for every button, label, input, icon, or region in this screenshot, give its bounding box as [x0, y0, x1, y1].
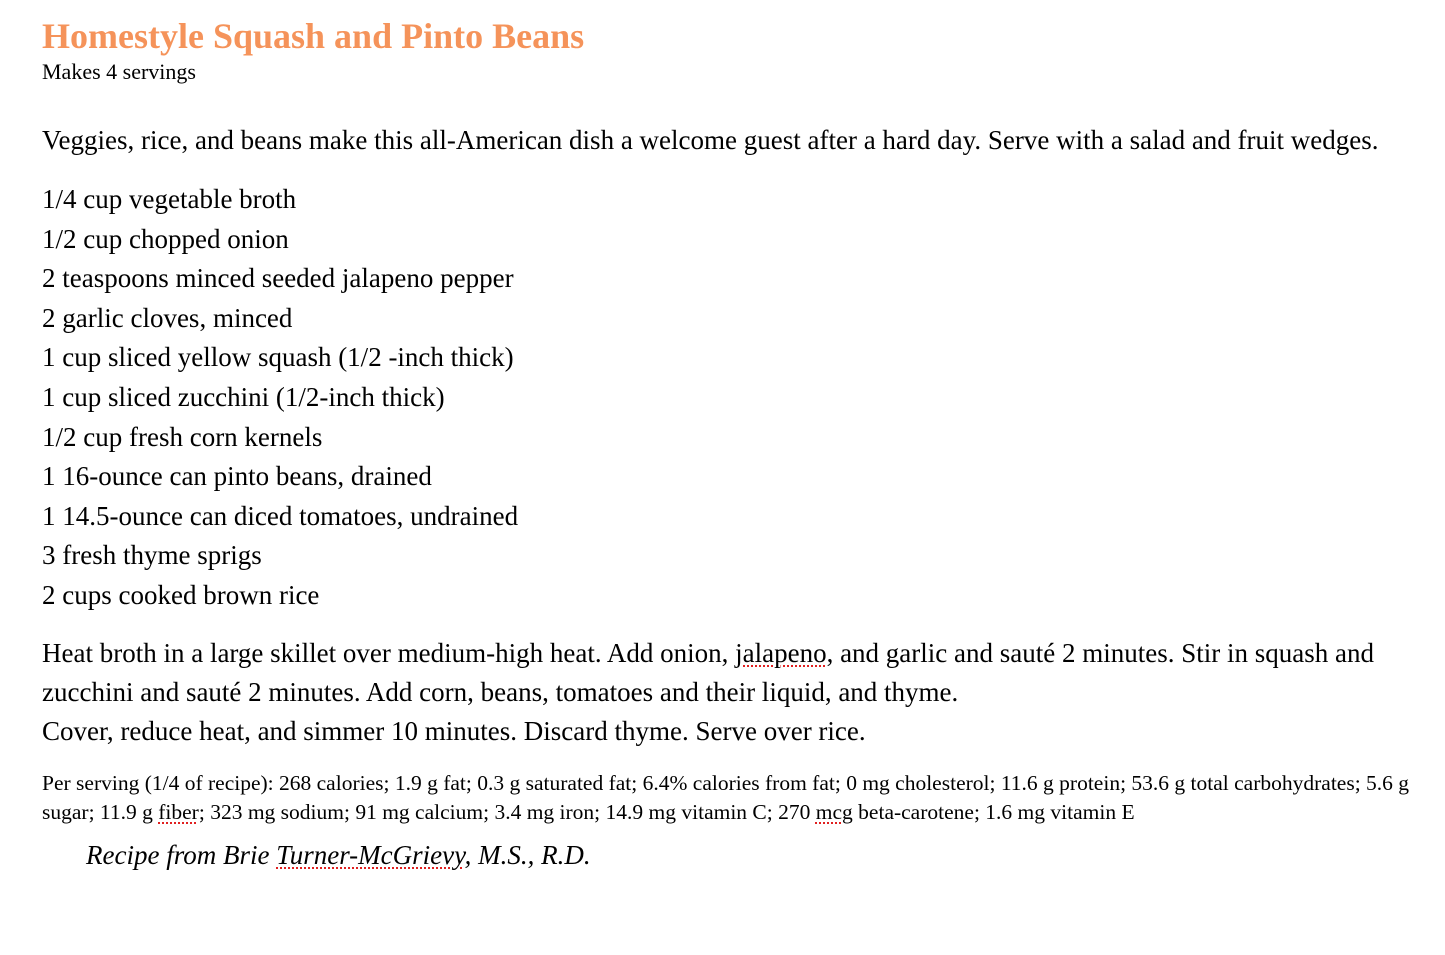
ingredient-item: 3 fresh thyme sprigs — [42, 540, 262, 571]
directions-text: Heat broth in a large skillet over medium-high heat. Add onion, — [42, 637, 736, 668]
nutrition-text: Per serving (1/4 of recipe): 268 calories; 1.9 g fat; 0.3 g saturated fat; 6.4% calories from fat; 0 mg cholesterol; 11.6 g protein; 53.6 g total carbohydrates; 5.6 g sugar; 11.9 g — [42, 770, 1410, 824]
ingredient-list — [42, 180, 1422, 616]
spellcheck-flagged-word[interactable]: Turner-McGrievy — [276, 839, 465, 870]
nutrition-text: beta-carotene; 1.6 mg vitamin E — [852, 799, 1135, 824]
ingredient-item: 2 cups cooked brown rice — [42, 579, 320, 610]
recipe-credit — [86, 835, 1422, 875]
recipe-intro: Veggies, rice, and beans make this all-American dish a welcome guest after a hard day. Serve with a salad and fruit wedges. — [42, 125, 1379, 155]
ingredient-item: 1/4 cup vegetable broth — [42, 184, 297, 214]
spellcheck-flagged-word[interactable]: jalapeno — [735, 637, 827, 668]
recipe-title: Homestyle Squash and Pinto Beans — [42, 16, 585, 56]
spellcheck-flagged-word[interactable]: mcg — [815, 799, 853, 824]
ingredient-item: 1/2 cup fresh corn kernels — [42, 421, 323, 452]
ingredient-item: 2 garlic cloves, minced — [42, 302, 293, 333]
directions-text: , and garlic and sauté 2 minutes. Stir in squash and zucchini and sauté 2 minutes. Add corn, beans, tomatoes and their liquid, and thyme. — [42, 637, 1374, 707]
directions-line-2: Cover, reduce heat, and simmer 10 minutes. Discard thyme. Serve over rice. — [42, 715, 866, 746]
ingredient-item: 2 teaspoons minced seeded jalapeno pepper — [42, 263, 514, 294]
ingredient-item: 1 cup sliced yellow squash (1/2 -inch thick) — [42, 342, 514, 373]
ingredient-item: 1 14.5-ounce can diced tomatoes, undrained — [42, 500, 519, 531]
directions-line-1 — [42, 634, 1422, 712]
nutrition-info — [42, 769, 1422, 827]
servings-note: Makes 4 servings — [42, 59, 196, 84]
credit-text: Recipe from Brie — [86, 839, 277, 870]
directions — [42, 634, 1422, 751]
ingredient-item: 1 16-ounce can pinto beans, drained — [42, 461, 432, 492]
spellcheck-flagged-word[interactable]: fiber — [158, 799, 199, 824]
recipe-document — [42, 14, 1422, 875]
credit-text: , M.S., R.D. — [464, 839, 591, 870]
ingredient-item: 1/2 cup chopped onion — [42, 223, 289, 254]
nutrition-text: ; 323 mg sodium; 91 mg calcium; 3.4 mg iron; 14.9 mg vitamin C; 270 — [198, 799, 816, 824]
ingredient-item: 1 cup sliced zucchini (1/2-inch thick) — [42, 381, 445, 412]
